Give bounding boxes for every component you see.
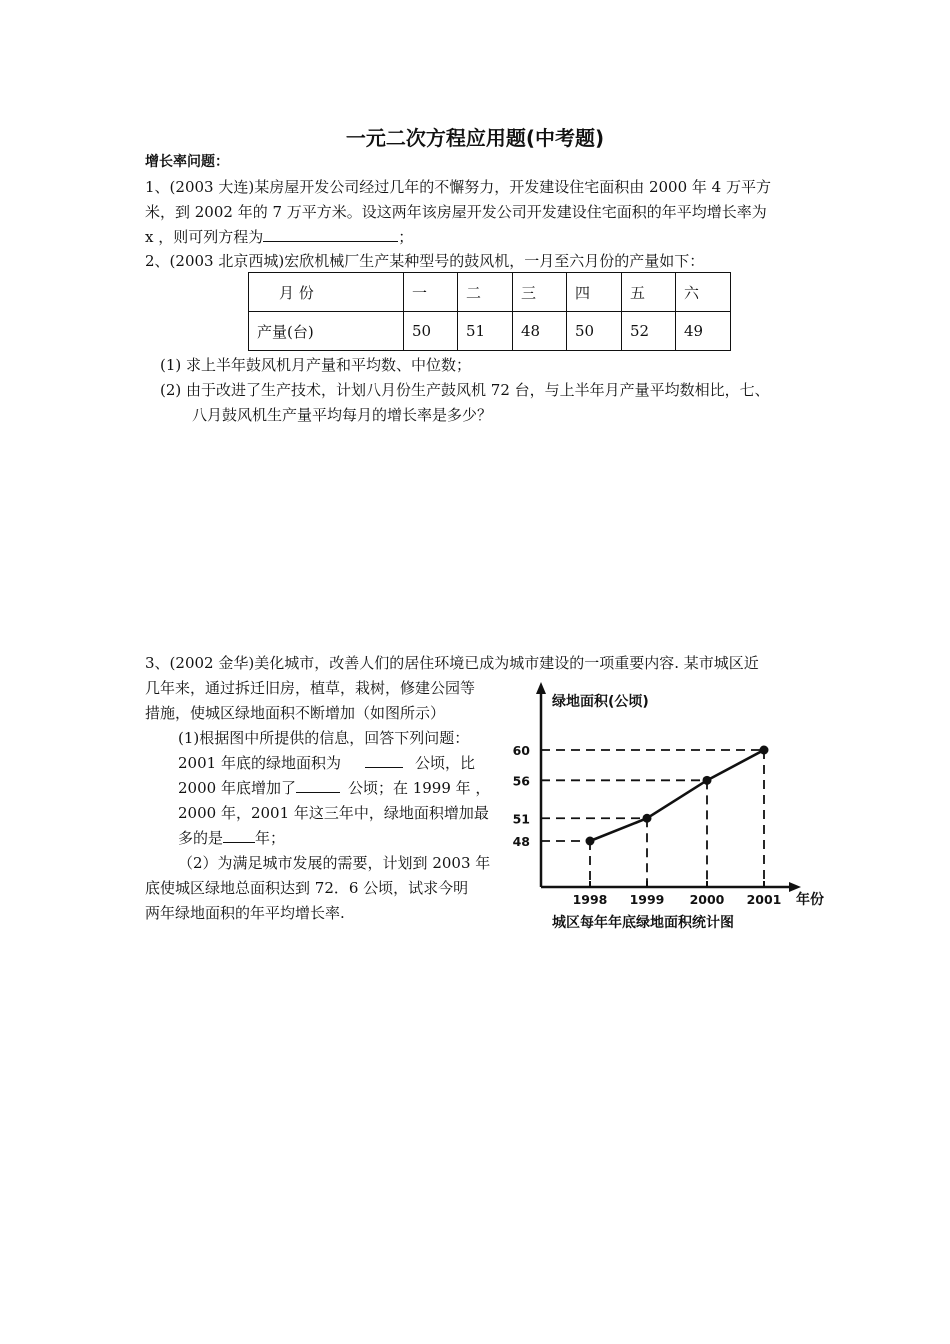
chart-title: 城区每年年底绿地面积统计图 <box>552 915 734 931</box>
x-axis-arrow-icon <box>789 882 801 892</box>
x-tick-label: 1998 <box>572 892 608 907</box>
table-cell: 一 <box>404 273 458 312</box>
data-point-2001 <box>760 746 769 755</box>
q3-line10: 底使城区绿地总面积达到 72．6 公顷，试求今明 <box>145 879 469 897</box>
q1-line3-end: ； <box>398 228 414 246</box>
table-cell: 二 <box>458 273 513 312</box>
data-point-2000 <box>703 776 712 785</box>
table-cell: 三 <box>513 273 567 312</box>
y-tick-label: 51 <box>512 811 530 827</box>
q1-line1: 1、(2003 大连)某房屋开发公司经过几年的不懈努力，开发建设住宅面积由 2000 年 4 万平方 <box>145 178 771 196</box>
x-tick-label: 2000 <box>689 892 725 907</box>
q3-line11: 两年绿地面积的年平均增长率. <box>145 904 345 922</box>
table-cell: 六 <box>676 273 731 312</box>
data-point-1999 <box>643 814 652 823</box>
x-axis-label: 年份 <box>796 892 824 908</box>
q3-line6-text: 2000 年底增加了 <box>178 779 296 797</box>
q3-line5-text: 2001 年底的绿地面积为 <box>178 754 341 772</box>
table-cell: 五 <box>622 273 676 312</box>
y-tick-label: 48 <box>512 834 530 849</box>
table-cell: 50 <box>567 312 622 351</box>
q3-line5-end: 公顷，比 <box>414 754 475 772</box>
data-point-1998 <box>586 837 595 846</box>
y-tick-label: 56 <box>512 773 530 789</box>
q3-line1: 3、(2002 金华)美化城市，改善人们的居住环境已成为城市建设的一项重要内容. 某市城区近 <box>145 654 759 672</box>
table-cell: 四 <box>567 273 622 312</box>
q3-line6-end: 公顷；在 1999 年 ， <box>347 779 491 797</box>
table-cell: 51 <box>458 312 513 351</box>
q2-sub2-line2: 八月鼓风机生产量平均每月的增长率是多少？ <box>192 406 493 424</box>
table-cell: 52 <box>622 312 676 351</box>
x-tick-label: 1999 <box>629 892 665 907</box>
y-tick-label: 60 <box>512 743 530 758</box>
q3-line3: 措施，使城区绿地面积不断增加（如图所示） <box>145 704 446 722</box>
q2-sub1: (1) 求上半年鼓风机月产量和平均数、中位数； <box>160 356 472 374</box>
table-header-cell: 产量(台) <box>249 312 404 351</box>
q2-intro: 2、(2003 北京西城)宏欣机械厂生产某种型号的鼓风机，一月至六月份的产量如下： <box>145 252 705 270</box>
table-cell: 50 <box>404 312 458 351</box>
q3-line7: 2000 年，2001 年这三年中，绿地面积增加最 <box>178 804 489 822</box>
table-cell: 48 <box>513 312 567 351</box>
page-title: 一元二次方程应用题(中考题) <box>345 126 605 150</box>
q3-line8-end: 年； <box>255 829 286 847</box>
q2-sub2-line1: (2) 由于改进了生产技术，计划八月份生产鼓风机 72 台，与上半年月产量平均数相比，七、 <box>160 381 770 399</box>
q3-line4: (1)根据图中所提供的信息，回答下列问题： <box>178 729 470 747</box>
section-heading: 增长率问题： <box>145 154 229 170</box>
q1-line3-text: x ，则可列方程为 <box>145 228 264 246</box>
q3-line8-text: 多的是 <box>178 829 224 847</box>
q3-line2: 几年来，通过拆迁旧房，植草，栽树，修建公园等 <box>145 679 476 697</box>
y-axis-label: 绿地面积(公顷) <box>552 694 649 710</box>
q1-line2: 米，到 2002 年的 7 万平方米。设这两年该房屋开发公司开发建设住宅面积的年平均增长率为 <box>145 203 767 221</box>
x-tick-label: 2001 <box>746 892 782 907</box>
q3-line9: （2）为满足城市发展的需要，计划到 2003 年 <box>178 854 491 872</box>
series-line <box>590 750 764 841</box>
table-cell: 49 <box>676 312 731 351</box>
y-axis-arrow-icon <box>536 682 546 694</box>
table-header-cell: 月 份 <box>249 273 404 312</box>
